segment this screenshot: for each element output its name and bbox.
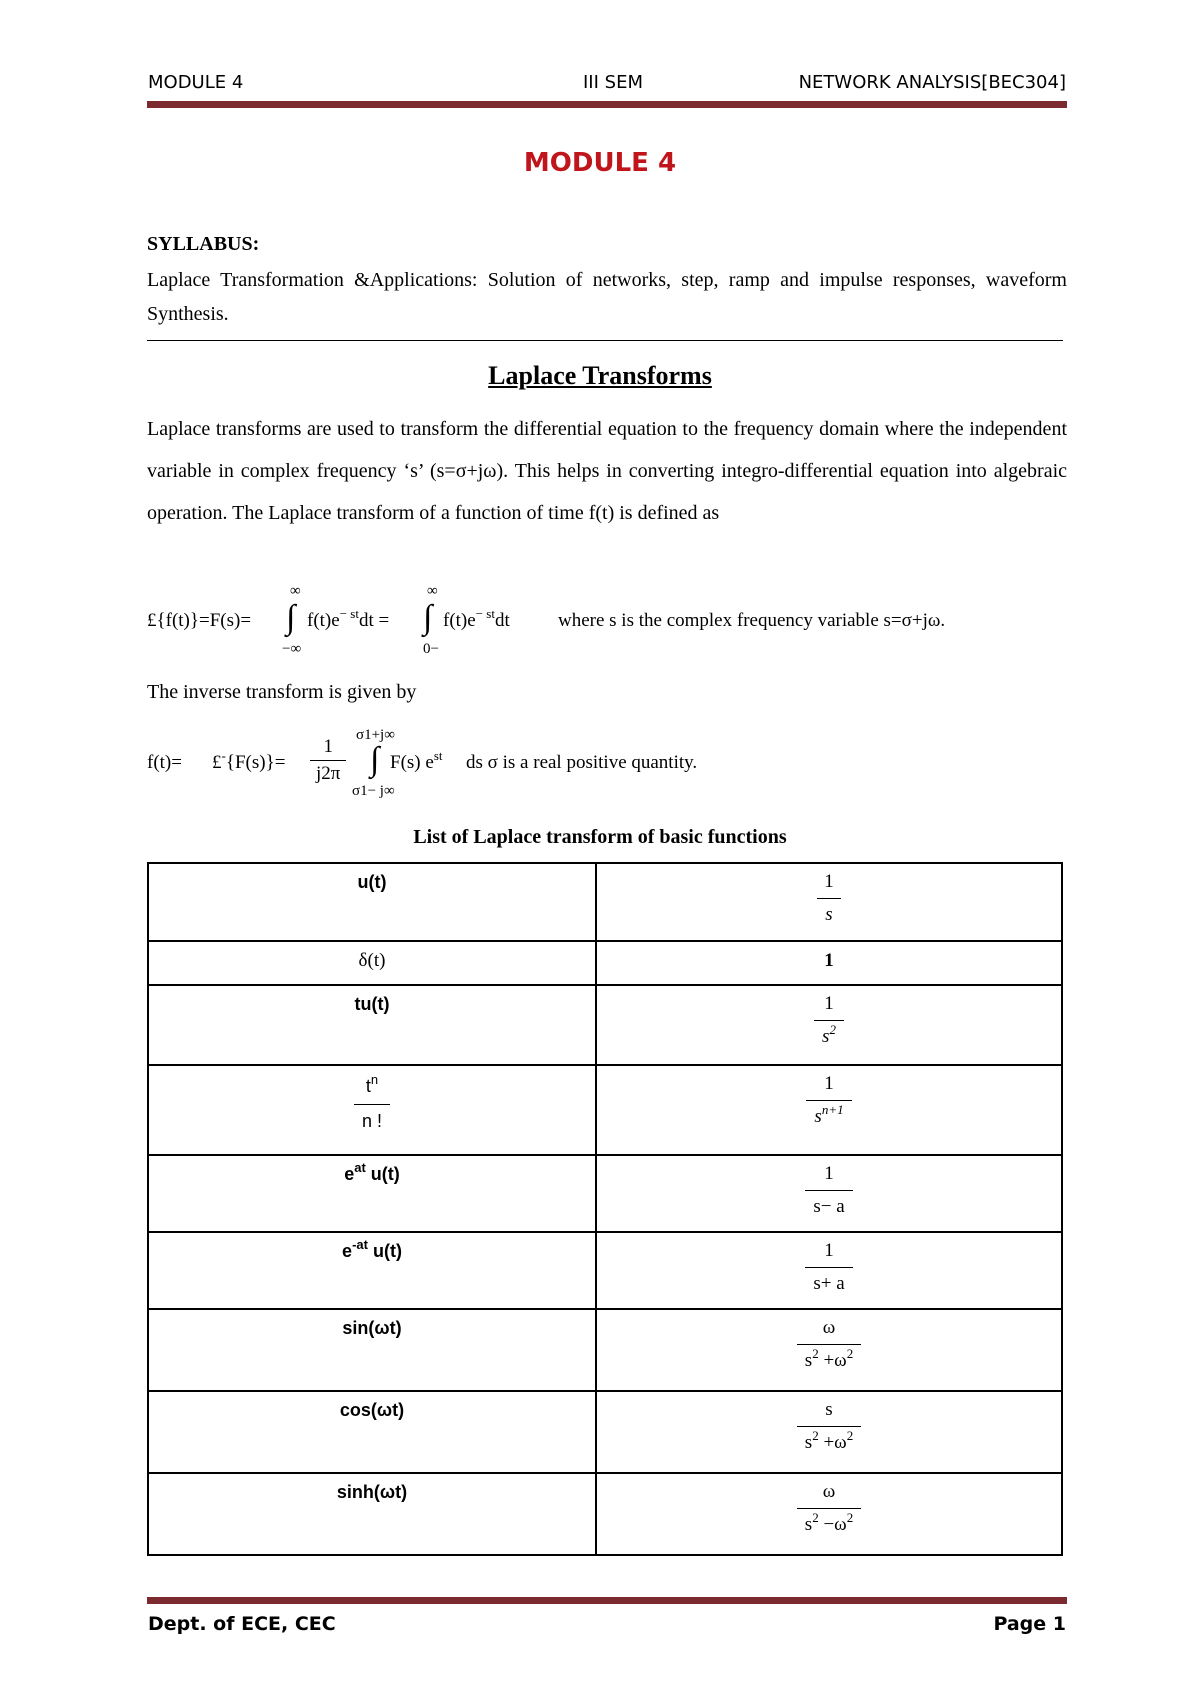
footer-department: Dept. of ECE, CEC bbox=[148, 1613, 336, 1635]
inverse-intro: The inverse transform is given by bbox=[147, 681, 417, 703]
transform-cell: $\frac{1}{s^2}$ bbox=[596, 985, 1062, 1065]
transform-cell: $\frac{\omega}{s^2 +\omega^2}$ bbox=[596, 1309, 1062, 1391]
header-module: MODULE 4 bbox=[148, 72, 244, 93]
inverse-lhs: f(t)= bbox=[147, 752, 182, 773]
integrand1: $f(t)e^{- st}dt$ = bbox=[307, 606, 390, 631]
integral2-upper: ∞ bbox=[427, 583, 438, 599]
definition-lhs: £{f(t)}=F(s)= bbox=[147, 610, 252, 631]
function-cell: δ(t) bbox=[148, 941, 596, 985]
function-cell: $e^{-at}$ u(t) bbox=[148, 1232, 596, 1309]
header-semester: III SEM bbox=[583, 72, 643, 93]
integral1-upper: ∞ bbox=[290, 583, 301, 599]
definition-note: where s is the complex frequency variable s=σ+jω. bbox=[558, 610, 946, 631]
transform-cell: $\frac{1}{s- a}$ bbox=[596, 1155, 1062, 1232]
page-title: MODULE 4 bbox=[523, 148, 677, 178]
section-separator bbox=[147, 340, 1063, 341]
table-row bbox=[148, 1473, 1062, 1555]
page-header bbox=[148, 72, 1066, 98]
inverse-integral-upper: σ1+j∞ bbox=[356, 727, 395, 743]
function-cell: cos(ωt) bbox=[148, 1391, 596, 1473]
integral1-lower: −∞ bbox=[282, 641, 302, 657]
transform-cell: $\frac{1}{s^{n+1}}$ bbox=[596, 1065, 1062, 1155]
inverse-operator: £-{F(s)}= bbox=[212, 748, 286, 773]
syllabus-text: Laplace Transformation &Applications: Solution of networks, step, ramp and impulse responses, waveform Synthesis. bbox=[147, 269, 1067, 325]
integral2-lower: 0− bbox=[423, 641, 439, 657]
page-number: Page 1 bbox=[993, 1613, 1066, 1635]
transform-cell: 1 bbox=[596, 941, 1062, 985]
table-row bbox=[148, 1391, 1062, 1473]
footer-rule bbox=[147, 1597, 1067, 1604]
inverse-integrand: F(s) $e^{st}$ bbox=[390, 748, 443, 773]
transform-cell: $\frac{1}{s+ a}$ bbox=[596, 1232, 1062, 1309]
laplace-table bbox=[147, 862, 1063, 1556]
table-row bbox=[148, 985, 1062, 1065]
transform-cell: $\frac{1}{s}$ bbox=[596, 863, 1062, 941]
table-row bbox=[148, 1232, 1062, 1309]
function-cell: u(t) bbox=[148, 863, 596, 941]
function-cell: tu(t) bbox=[148, 985, 596, 1065]
function-cell: $\frac{t^n}{n !}$ bbox=[148, 1065, 596, 1155]
table-row bbox=[148, 941, 1062, 985]
table-row bbox=[148, 1065, 1062, 1155]
table-row bbox=[148, 863, 1062, 941]
function-cell: $e^{at}$ u(t) bbox=[148, 1155, 596, 1232]
integrand2: $f(t)e^{- st}dt$ bbox=[443, 606, 510, 631]
inverse-tail: ds σ is a real positive quantity. bbox=[466, 752, 698, 773]
inverse-integral-lower: σ1− j∞ bbox=[352, 783, 395, 799]
table-row bbox=[148, 1309, 1062, 1391]
section-heading: Laplace Transforms bbox=[488, 361, 712, 390]
table-caption: List of Laplace transform of basic functions bbox=[413, 826, 787, 848]
transform-cell: $\frac{\omega}{s^2 -\omega^2}$ bbox=[596, 1473, 1062, 1555]
integral2-sign: ∫ bbox=[423, 599, 433, 636]
function-cell: sinh(ωt) bbox=[148, 1473, 596, 1555]
function-cell: sin(ωt) bbox=[148, 1309, 596, 1391]
inverse-fraction: 1 j2π bbox=[310, 736, 346, 785]
transform-cell: $\frac{s}{s^2 +\omega^2}$ bbox=[596, 1391, 1062, 1473]
table-row bbox=[148, 1155, 1062, 1232]
header-rule bbox=[147, 101, 1067, 108]
intro-paragraph: Laplace transforms are used to transform the differential equation to the frequency domain where the independent variable in complex frequency ‘s’ (s=σ+jω). This helps in converting integro-differential equation into algebraic operation. The Laplace transform of a function of time f(t) is defined as bbox=[147, 418, 1067, 524]
inverse-integral-sign: ∫ bbox=[370, 741, 380, 778]
syllabus-heading: SYLLABUS: bbox=[147, 233, 260, 255]
header-course: NETWORK ANALYSIS[BEC304] bbox=[798, 72, 1066, 93]
integral1-sign: ∫ bbox=[286, 599, 296, 636]
